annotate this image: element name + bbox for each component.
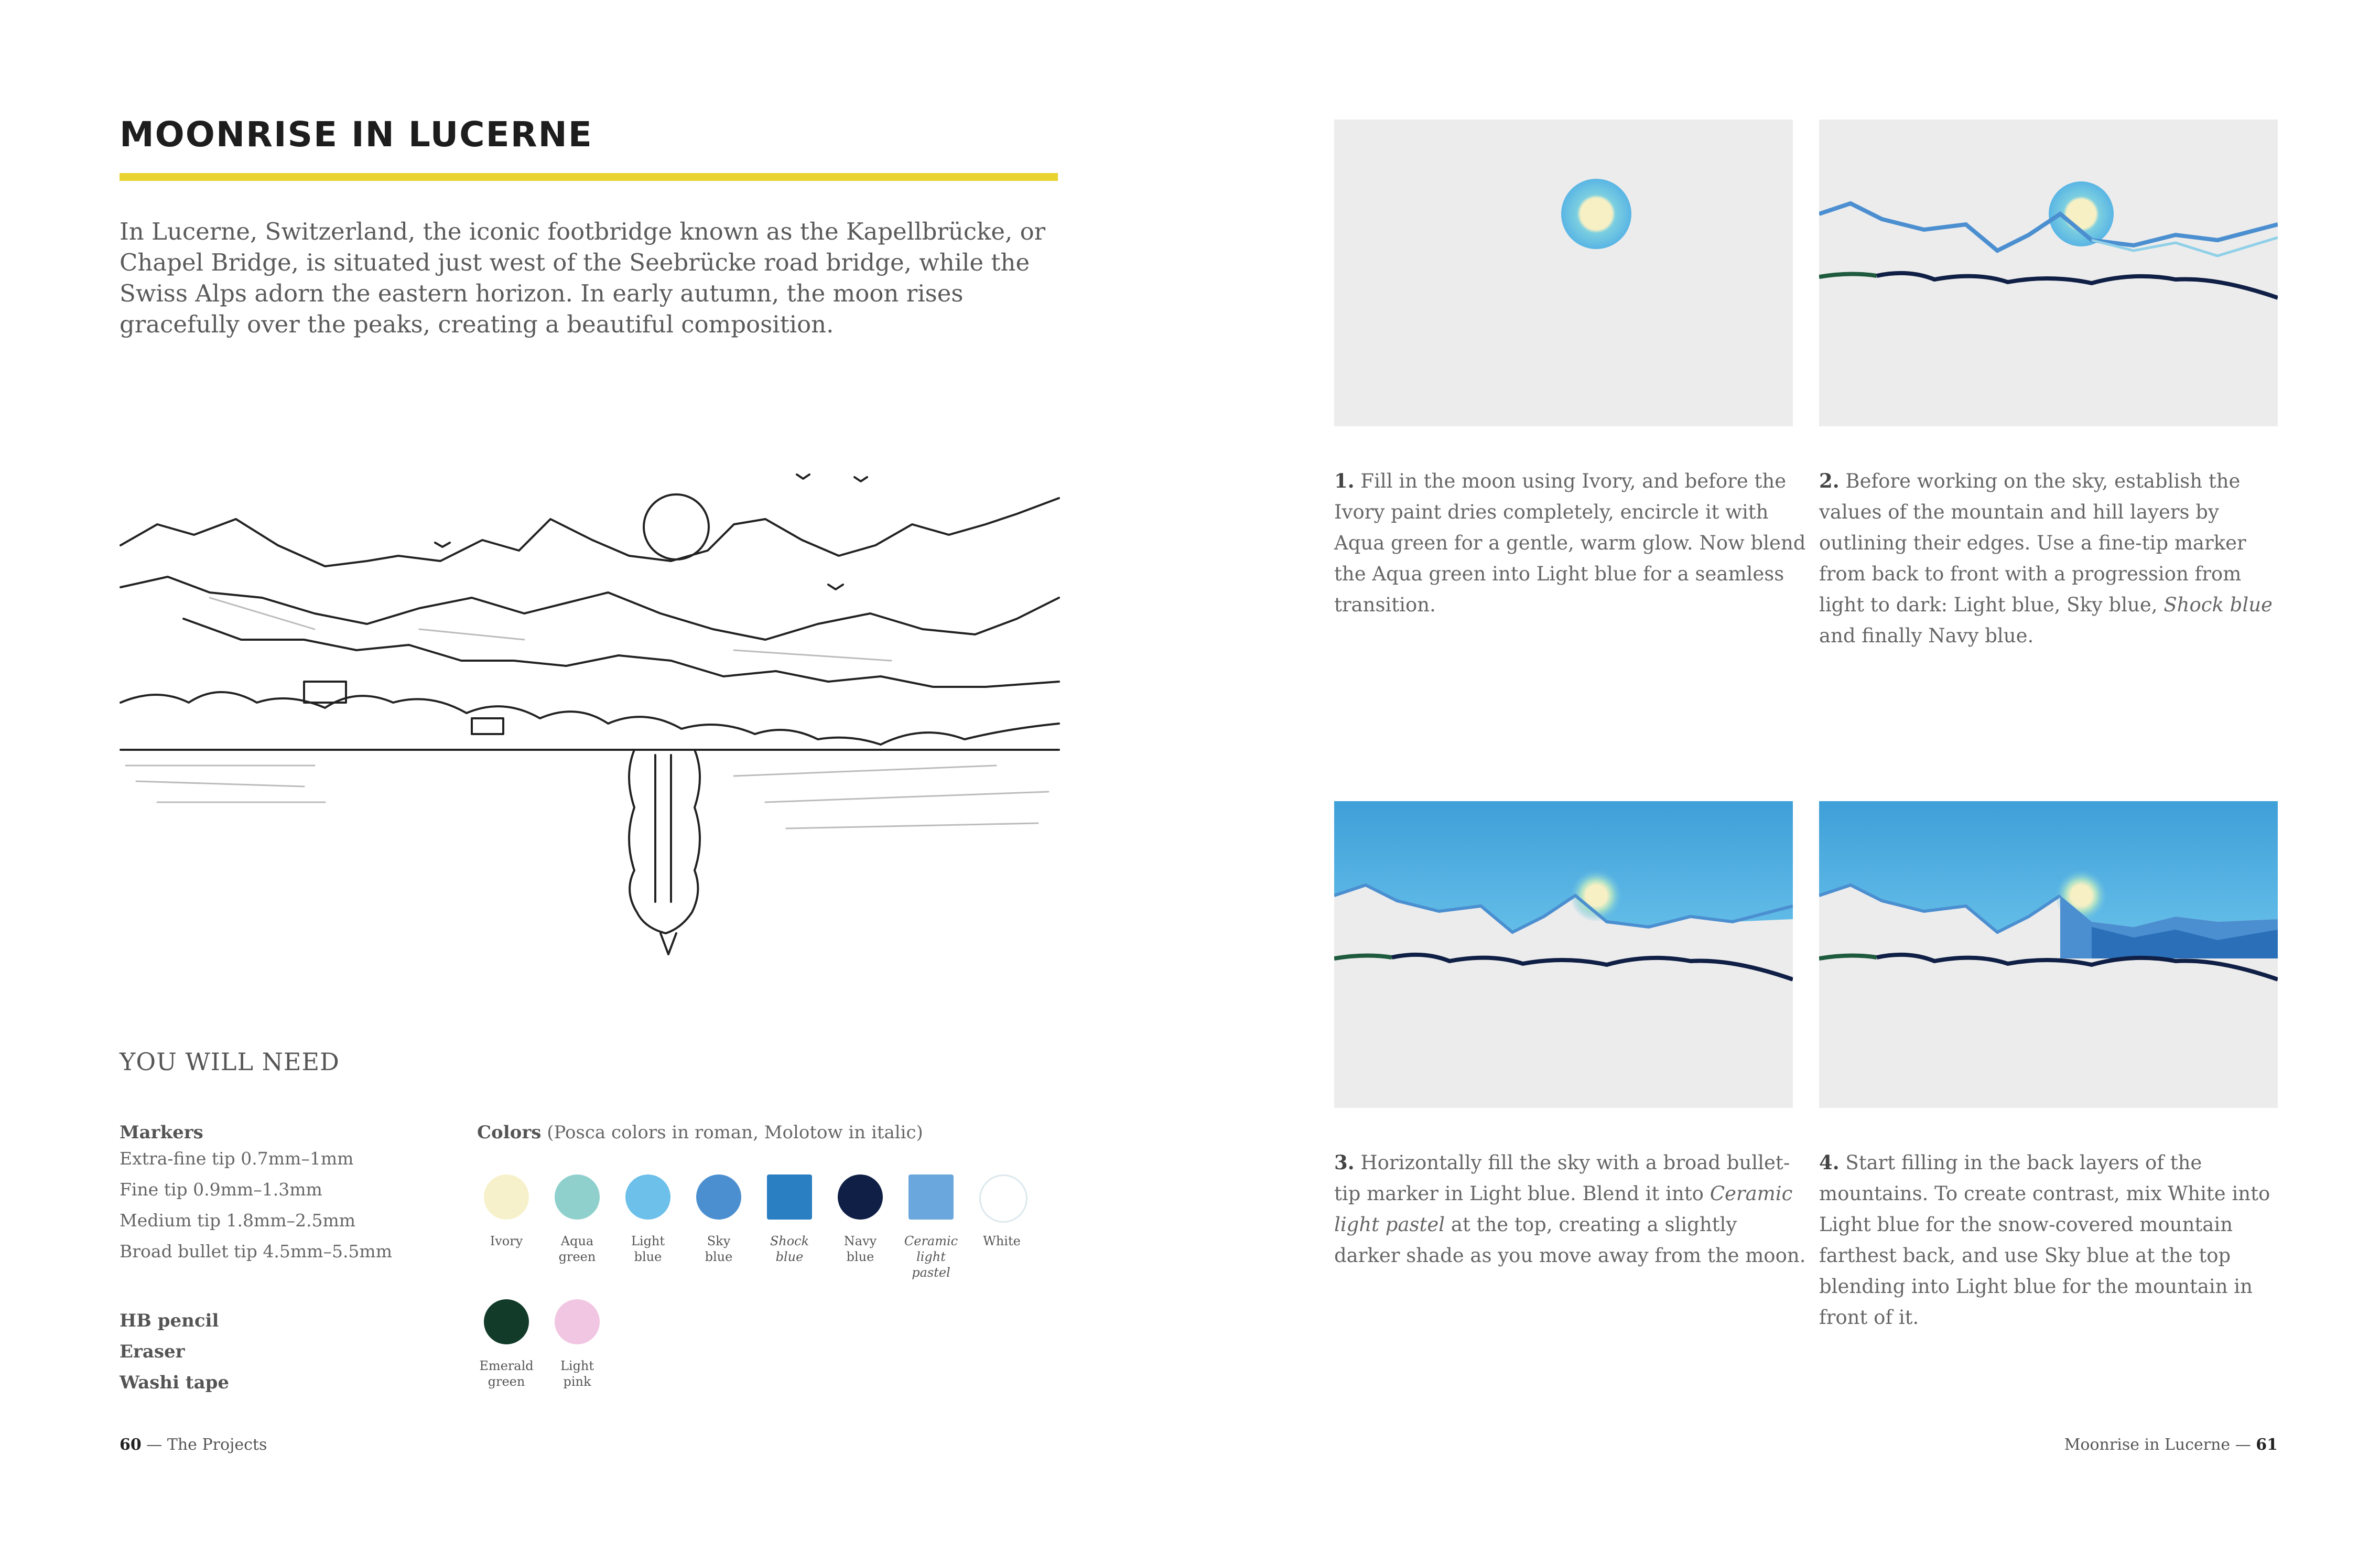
swatch-shock-blue bbox=[767, 1174, 812, 1220]
step-3-body-b: at the top, creating a slightly darker shade as you move away from the moon. bbox=[1334, 1213, 1806, 1267]
page-title: MOONRISE IN LUCERNE bbox=[120, 114, 593, 155]
swatch-label: Light pink bbox=[560, 1359, 594, 1389]
step-2-body-italic: Shock blue bbox=[2163, 594, 2273, 616]
swatch-light-blue bbox=[625, 1174, 670, 1220]
step-4-number: 4. bbox=[1819, 1151, 1840, 1174]
intro-paragraph: In Lucerne, Switzerland, the iconic footbridge known as the Kapellbrücke, or Chapel Bridge, is situated just west of the Seebrücke road bridge, while the Swiss Alps adorn the eastern horizon. In early autumn, the moon rises gracefully over the peaks, creating a beautiful composition. bbox=[120, 218, 1046, 338]
step-2-image bbox=[1819, 120, 2278, 426]
right-folio bbox=[2064, 1436, 2278, 1454]
swatch-label: Ivory bbox=[490, 1234, 523, 1248]
swatch-label: Sky blue bbox=[705, 1234, 733, 1264]
swatch-sky-blue bbox=[696, 1174, 741, 1220]
you-will-need-heading: YOU WILL NEED bbox=[120, 1048, 340, 1076]
page-number-left: 60 bbox=[120, 1436, 142, 1454]
title-underline bbox=[120, 173, 1058, 181]
step-4-text bbox=[1819, 1147, 2291, 1333]
colors-heading: Colors bbox=[477, 1122, 542, 1143]
step-1-body: Fill in the moon using Ivory, and before the Ivory paint dries completely, encircle it with Aqua green for a gentle, warm glow. Now blend the Aqua green into Light blue for a seamless transition. bbox=[1334, 470, 1806, 616]
swatch-ivory bbox=[484, 1174, 529, 1220]
colors-note: (Posca colors in roman, Molotow in italic) bbox=[547, 1122, 923, 1143]
step-4-body: Start filling in the back layers of the mountains. To create contrast, mix White into Light blue for the snow-covered mountain farthest back, and use Sky blue at the top blending into Light blue for the mountain in front of it. bbox=[1819, 1151, 2270, 1329]
step-2-body-b: and finally Navy blue. bbox=[1819, 624, 2034, 647]
list-item: Fine tip 0.9mm–1.3mm bbox=[120, 1179, 322, 1200]
swatch-aqua-green bbox=[555, 1174, 600, 1220]
swatch-emerald-green bbox=[484, 1299, 529, 1344]
step-2-body-a: Before working on the sky, establish the values of the mountain and hill layers by outlining their edges. Use a fine-tip marker from back to front with a progression from light to dark: Light blue, Sky blue, bbox=[1819, 470, 2246, 616]
step-3-number: 3. bbox=[1334, 1151, 1355, 1174]
swatch-label: White bbox=[983, 1234, 1021, 1248]
step-1-text bbox=[1334, 466, 1806, 620]
tool-eraser: Eraser bbox=[120, 1341, 185, 1362]
line-sketch-illustration bbox=[105, 440, 1075, 965]
tool-washi-tape: Washi tape bbox=[120, 1372, 230, 1393]
swatch-label: Emerald green bbox=[479, 1359, 534, 1389]
swatch-label: Light blue bbox=[631, 1234, 665, 1264]
swatch-white bbox=[979, 1174, 1027, 1223]
list-item: Medium tip 1.8mm–2.5mm bbox=[120, 1210, 356, 1231]
list-item: Extra-fine tip 0.7mm–1mm bbox=[120, 1148, 354, 1169]
step-3-text bbox=[1334, 1147, 1806, 1271]
swatch-label: Navy blue bbox=[843, 1234, 877, 1264]
swatch-label: Aqua green bbox=[558, 1234, 596, 1264]
markers-list bbox=[120, 1122, 392, 1267]
tools-list bbox=[120, 1306, 229, 1398]
step-2-number: 2. bbox=[1819, 469, 1840, 492]
step-2-text bbox=[1819, 466, 2291, 651]
left-folio bbox=[120, 1436, 267, 1454]
tool-pencil: HB pencil bbox=[120, 1310, 219, 1331]
swatch-ceramic-light-pastel bbox=[908, 1174, 954, 1220]
markers-heading: Markers bbox=[120, 1122, 203, 1143]
step-3-image bbox=[1334, 801, 1793, 1108]
left-folio-text: — The Projects bbox=[141, 1436, 267, 1454]
step-4-image bbox=[1819, 801, 2278, 1108]
swatch-light-pink bbox=[555, 1299, 600, 1344]
swatch-navy-blue bbox=[838, 1174, 883, 1220]
right-folio-text: Moonrise in Lucerne — bbox=[2064, 1436, 2256, 1454]
colors-heading-line bbox=[477, 1122, 923, 1143]
step-3-body-italic: Ceramic light pastel bbox=[1334, 1182, 1793, 1236]
step-1-number: 1. bbox=[1334, 469, 1355, 492]
step-3-body-a: Horizontally fill the sky with a broad bullet-tip marker in Light blue. Blend it into bbox=[1334, 1151, 1790, 1205]
swatch-label: Shock blue bbox=[770, 1234, 809, 1264]
step-1-image bbox=[1334, 120, 1793, 426]
page-number-right: 61 bbox=[2256, 1436, 2278, 1454]
list-item: Broad bullet tip 4.5mm–5.5mm bbox=[120, 1241, 393, 1262]
swatch-label: Ceramic light pastel bbox=[904, 1234, 958, 1280]
